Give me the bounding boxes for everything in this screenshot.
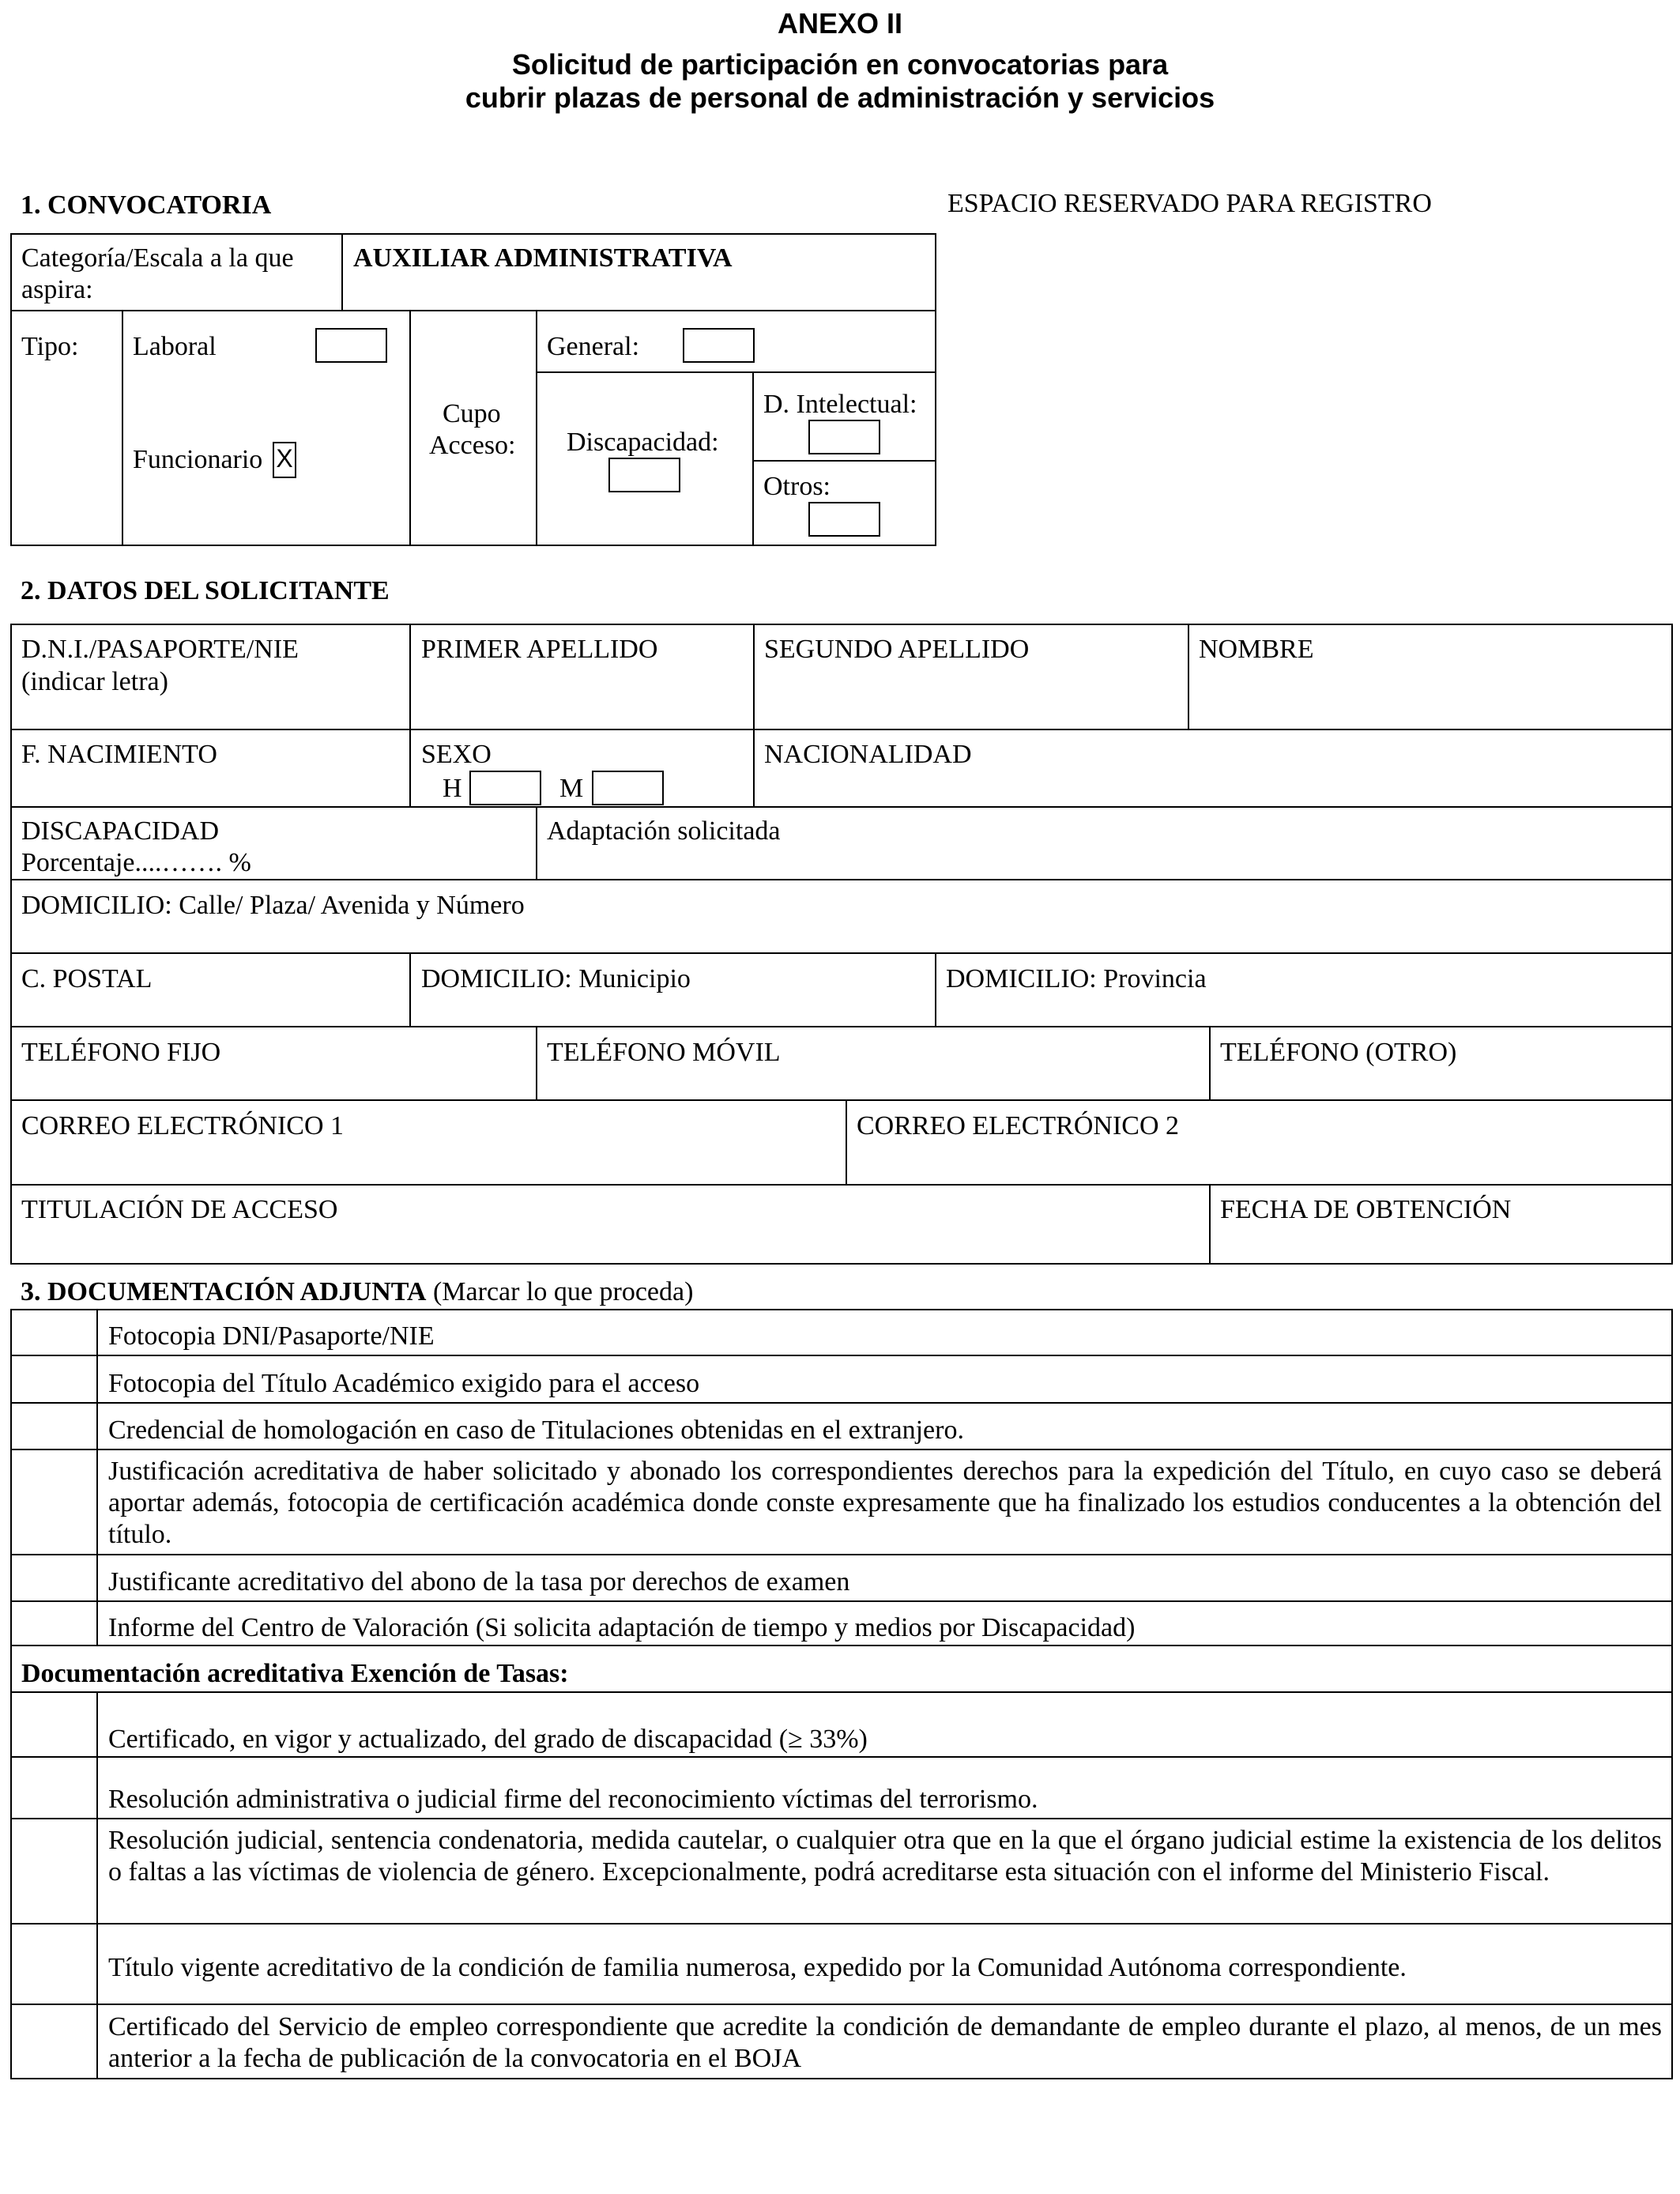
tel-movil-label: TELÉFONO MÓVIL: [547, 1038, 781, 1067]
exencion-checkbox[interactable]: [12, 1924, 96, 2004]
section-solicitante-heading: 2. DATOS DEL SOLICITANTE: [21, 576, 390, 605]
tipo-label: Tipo:: [21, 332, 79, 361]
fecha-obtencion-label: FECHA DE OBTENCIÓN: [1220, 1195, 1512, 1224]
registry-space-label: ESPACIO RESERVADO PARA REGISTRO: [947, 189, 1432, 218]
correo1-label: CORREO ELECTRÓNICO 1: [21, 1111, 344, 1140]
section-convocatoria-heading: 1. CONVOCATORIA: [21, 190, 272, 220]
doc-item-justificacion-titulo: Justificación acreditativa de haber solicitado y abonado los correspondientes derechos para la expedición del Título, en cuyo caso se deberá aportar además, fotocopia de certificación académica donde conste expresamente que ha finalizado los estudios conducentes a la obtención del título.: [108, 1457, 1662, 1549]
exencion-checkbox[interactable]: [12, 2005, 96, 2078]
annex-title: ANEXO II: [777, 7, 903, 40]
doc-item-titulo: Fotocopia del Título Académico exigido para el acceso: [108, 1369, 700, 1398]
section-documentacion-heading: [21, 1276, 693, 1309]
doc-checkbox[interactable]: [12, 1404, 96, 1449]
doc-checkbox[interactable]: [12, 1310, 96, 1355]
doc-item-informe-valoracion: Informe del Centro de Valoración (Si solicita adaptación de tiempo y medios por Discapacidad): [108, 1613, 1136, 1642]
domicilio-calle-label: DOMICILIO: Calle/ Plaza/ Avenida y Número: [21, 891, 525, 920]
tel-otro-label: TELÉFONO (OTRO): [1220, 1038, 1457, 1067]
doc-item-dni: Fotocopia DNI/Pasaporte/NIE: [108, 1321, 435, 1351]
doc-checkbox[interactable]: [12, 1602, 96, 1645]
sexo-m-checkbox[interactable]: [592, 771, 664, 805]
primer-apellido-label: PRIMER APELLIDO: [421, 635, 658, 664]
doc-item-homologacion: Credencial de homologación en caso de Titulaciones obtenidas en el extranjero.: [108, 1416, 964, 1445]
titulacion-label: TITULACIÓN DE ACCESO: [21, 1195, 338, 1224]
discapacidad-cupo-label: Discapacidad:: [567, 428, 719, 457]
sexo-h-label: H: [443, 774, 462, 803]
sexo-h-checkbox[interactable]: [469, 771, 541, 805]
doc-checkbox[interactable]: [12, 1356, 96, 1402]
nacionalidad-label: NACIONALIDAD: [764, 740, 972, 769]
sexo-label: SEXO: [421, 740, 492, 769]
exencion-item-demandante-empleo: Certificado del Servicio de empleo correspondiente que acredite la condición de demandante de empleo durante el plazo, al menos, de un mes anterior a la fecha de publicación de la convocatoria en el BOJA: [108, 2012, 1662, 2073]
general-label: General:: [547, 332, 640, 361]
exencion-item-terrorismo: Resolución administrativa o judicial firme del reconocimiento víctimas del terrorismo.: [108, 1785, 1038, 1814]
laboral-checkbox[interactable]: [315, 328, 387, 363]
adaptacion-label: Adaptación solicitada: [547, 816, 781, 846]
exencion-item-familia-numerosa: Título vigente acreditativo de la condición de familia numerosa, expedido por la Comunidad Autónoma correspondiente.: [108, 1953, 1407, 1982]
doc-item-tasa: Justificante acreditativo del abono de la tasa por derechos de examen: [108, 1567, 850, 1596]
category-label-cont: aspira:: [21, 275, 93, 304]
doc-checkbox[interactable]: [12, 1555, 96, 1600]
otros-checkbox[interactable]: [808, 502, 880, 537]
municipio-label: DOMICILIO: Municipio: [421, 964, 691, 993]
form-title-line-1: Solicitud de participación en convocatorias para: [511, 48, 1169, 81]
dni-label-cont: (indicar letra): [21, 667, 168, 696]
cupo-label-cont: Acceso:: [429, 431, 516, 460]
intelectual-label: D. Intelectual:: [763, 390, 917, 419]
cpostal-label: C. POSTAL: [21, 964, 153, 993]
sexo-m-label: M: [559, 774, 584, 803]
dni-label: D.N.I./PASAPORTE/NIE: [21, 635, 299, 664]
nombre-label: NOMBRE: [1199, 635, 1314, 664]
general-checkbox[interactable]: [683, 328, 755, 363]
discapacidad-checkbox[interactable]: [608, 458, 680, 492]
segundo-apellido-label: SEGUNDO APELLIDO: [764, 635, 1030, 664]
category-value: AUXILIAR ADMINISTRATIVA: [353, 243, 733, 273]
exencion-item-violencia-genero: Resolución judicial, sentencia condenatoria, medida cautelar, o cualquier otra que en la que el órgano judicial estime la existencia de los delitos o faltas a las víctimas de violencia de género. Excepcionalmente, podrá acreditarse esta situación con el informe del Ministerio Fiscal.: [108, 1826, 1662, 1887]
exencion-checkbox[interactable]: [12, 1758, 96, 1818]
funcionario-label: Funcionario: [133, 445, 263, 474]
exencion-heading: Documentación acreditativa Exención de Tasas:: [21, 1659, 569, 1688]
porcentaje-label: Porcentaje....……. %: [21, 848, 251, 877]
exencion-checkbox[interactable]: [12, 1819, 96, 1923]
discapacidad-label: DISCAPACIDAD: [21, 816, 220, 846]
otros-label: Otros:: [763, 472, 831, 501]
tel-fijo-label: TELÉFONO FIJO: [21, 1038, 221, 1067]
laboral-label: Laboral: [133, 332, 217, 361]
doc-checkbox[interactable]: [12, 1450, 96, 1554]
funcionario-checkbox[interactable]: X: [273, 442, 296, 478]
nacimiento-label: F. NACIMIENTO: [21, 740, 217, 769]
intelectual-checkbox[interactable]: [808, 420, 880, 454]
exencion-item-discapacidad: Certificado, en vigor y actualizado, del grado de discapacidad (≥ 33%): [108, 1725, 868, 1754]
form-title-line-2: cubrir plazas de personal de administración y servicios: [465, 81, 1215, 114]
cupo-label: Cupo: [443, 399, 501, 428]
provincia-label: DOMICILIO: Provincia: [946, 964, 1207, 993]
correo2-label: CORREO ELECTRÓNICO 2: [857, 1111, 1179, 1140]
category-label: Categoría/Escala a la que: [21, 243, 294, 273]
documentacion-heading-note: (Marcar lo que proceda): [432, 1277, 694, 1306]
exencion-checkbox[interactable]: [12, 1693, 96, 1756]
documentacion-heading-text: 3. DOCUMENTACIÓN ADJUNTA: [21, 1277, 427, 1306]
